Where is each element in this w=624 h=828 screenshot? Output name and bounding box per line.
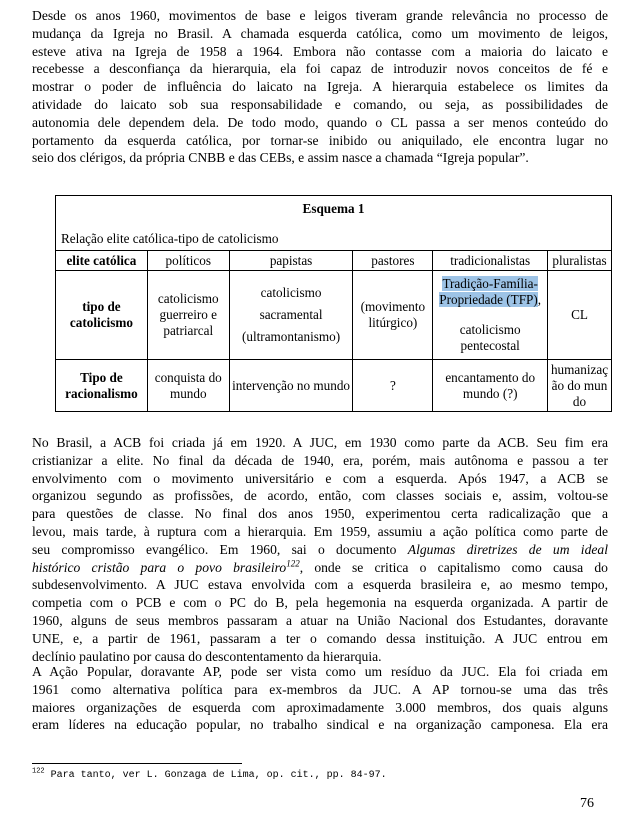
cell-line: catolicismo bbox=[260, 285, 322, 300]
text-line: 1961 como alternativa política para ex-membros da JUC. A AP tornou-se uma das três bbox=[32, 681, 608, 697]
header-politicos: políticos bbox=[147, 251, 229, 271]
cell-papistas-tipo bbox=[229, 271, 353, 360]
text-line: UNE, e, a partir de 1961, passaram a ter o comando dessa instituição. A JUC entrou em bbox=[32, 630, 608, 646]
paragraph-1 bbox=[32, 7, 608, 167]
cell-pastores-tipo: (movimento litúrgico) bbox=[353, 271, 433, 360]
text-line bbox=[32, 541, 608, 559]
text-line: No Brasil, a ACB foi criada já em 1920. A JUC, em 1930 como parte da ACB. Seu fim era bbox=[32, 435, 608, 450]
text-line bbox=[32, 559, 608, 577]
header-tradicionalistas: tradicionalistas bbox=[433, 251, 548, 271]
text-line: levou, mais tarde, à ruptura com a hierarquia. Em 1959, assumiu a ação política como parte de bbox=[32, 523, 608, 539]
text-line: cristianizar a elite. No final da década de 1940, era, porém, mais autônoma e passou a ter bbox=[32, 452, 608, 468]
text-line: eram líderes na educação popular, no trabalho sindical e na organização camponesa. Ela era bbox=[32, 717, 608, 733]
footnote-reference[interactable]: 122 bbox=[286, 558, 300, 569]
highlighted-text[interactable]: Tradição-Família-Propriedade (TFP) bbox=[439, 276, 538, 307]
text-line: envolvimento com o movimento universitário e com a esquerda. Após 1947, a ACB se bbox=[32, 470, 608, 486]
text-line: subdesenvolvimento. A JUC estava envolvida com a esquerda brasileira e, ao mesmo tempo, bbox=[32, 577, 608, 593]
schema-table bbox=[55, 195, 612, 412]
text-line: seio dos clérigos, da própria CNBB e das CEBs, e assim nasce a chamada “Igreja popular”. bbox=[32, 150, 529, 166]
text-line: A Ação Popular, doravante AP, pode ser vista como um resíduo da JUC. Ela foi criada em bbox=[32, 664, 608, 679]
text-line: para questões de classe. No final dos anos 1950, experimentou certa radicalização que a bbox=[32, 506, 608, 522]
cell-pastores-rac: ? bbox=[353, 360, 433, 412]
header-elite: elite católica bbox=[56, 251, 148, 271]
text-line: Desde os anos 1960, movimentos de base e leigos tiveram grande relevância no processo de bbox=[32, 8, 608, 23]
cell-papistas-rac: intervenção no mundo bbox=[229, 360, 353, 412]
cell-tradicionalistas-tipo bbox=[433, 271, 548, 360]
header-pluralistas: pluralistas bbox=[548, 251, 612, 271]
text-line: competia com o PCB e com o PC do B, pela hegemonia na esquerda organizada. A partir de bbox=[32, 595, 608, 611]
schema-caption bbox=[56, 196, 612, 251]
text-line: maiores organizações de esquerda com aproximadamente 3.000 membros, dos quais alguns bbox=[32, 699, 608, 715]
cell-politicos-tipo: catolicismo guerreiro e patriarcal bbox=[147, 271, 229, 360]
document-title: Algumas diretrizes de um ideal bbox=[407, 541, 608, 557]
paragraph-2 bbox=[32, 434, 608, 665]
text-line: portamento da esquerda católica, por tornar-se inibido ou aniquilado, ele encontra lugar no bbox=[32, 132, 608, 148]
footnote-number: 122 bbox=[32, 767, 45, 776]
text-line: organizou segundo as profissões, de acordo, então, com classes sociais e, assim, voltou-se bbox=[32, 488, 608, 504]
cell-line: catolicismo pentecostal bbox=[459, 322, 521, 353]
row-label-tipo: tipo de catolicismo bbox=[56, 271, 148, 360]
cell-pluralistas-tipo: CL bbox=[548, 271, 612, 360]
footnote-divider bbox=[32, 763, 242, 764]
text-line: recebesse a desconfiança da hierarquia, ela foi capaz de introduzir novos conceitos de fé e bbox=[32, 61, 608, 77]
text-line: declínio paulatino por causa do descontentamento da hierarquia. bbox=[32, 648, 382, 664]
cell-politicos-rac: conquista do mundo bbox=[147, 360, 229, 412]
text-segment: , onde se critica o capitalismo como causa do bbox=[299, 559, 608, 575]
document-title-cont: histórico cristão para o povo brasileiro bbox=[32, 559, 287, 575]
footnote-text: Para tanto, ver L. Gonzaga de Lima, op. cit., pp. 84-97. bbox=[44, 770, 387, 781]
page-number: 76 bbox=[580, 796, 594, 811]
text-line: esteve ativa na Igreja de 1958 a 1964. Embora não contasse com a maioria do laicato e bbox=[32, 43, 608, 59]
schema-row-tipo bbox=[56, 271, 612, 360]
paragraph-3 bbox=[32, 663, 608, 734]
schema-row-racionalismo bbox=[56, 360, 612, 412]
text-line: mudança da Igreja no Brasil. A chamada esquerda católica, como um movimento de leigos, bbox=[32, 25, 608, 41]
header-pastores: pastores bbox=[353, 251, 433, 271]
cell-line: sacramental bbox=[259, 307, 323, 322]
text-line: atividade do laicato sob sua responsabilidade e comando, ou seja, as possibilidades de bbox=[32, 96, 608, 112]
text-line: 1960, alguns de seus membros passaram a atuar na União Nacional dos Estudantes, doravante bbox=[32, 612, 608, 628]
text-line: mostrar o poder de influência do laicato na Igreja. A hierarquia estabelece os limites da bbox=[32, 79, 608, 95]
row-label-racionalismo: Tipo de racionalismo bbox=[56, 360, 148, 412]
cell-line: (ultramontanismo) bbox=[241, 329, 341, 344]
schema-subtitle: Relação elite católica-tipo de catolicismo bbox=[61, 231, 279, 246]
schema-header-row bbox=[56, 251, 612, 271]
text-segment: seu compromisso evangélico. Em 1960, sai o documento bbox=[32, 541, 408, 557]
cell-punct: , bbox=[537, 292, 542, 307]
schema-title: Esquema 1 bbox=[302, 201, 365, 216]
cell-pluralistas-rac: humanização do mundo bbox=[548, 360, 612, 412]
text-line: autonomia dele dependem dela. De todo modo, quando o CL passa a ser menos conteúdo do bbox=[32, 114, 608, 130]
footnote bbox=[32, 767, 387, 781]
cell-tradicionalistas-rac: encantamento do mundo (?) bbox=[433, 360, 548, 412]
header-papistas: papistas bbox=[229, 251, 353, 271]
